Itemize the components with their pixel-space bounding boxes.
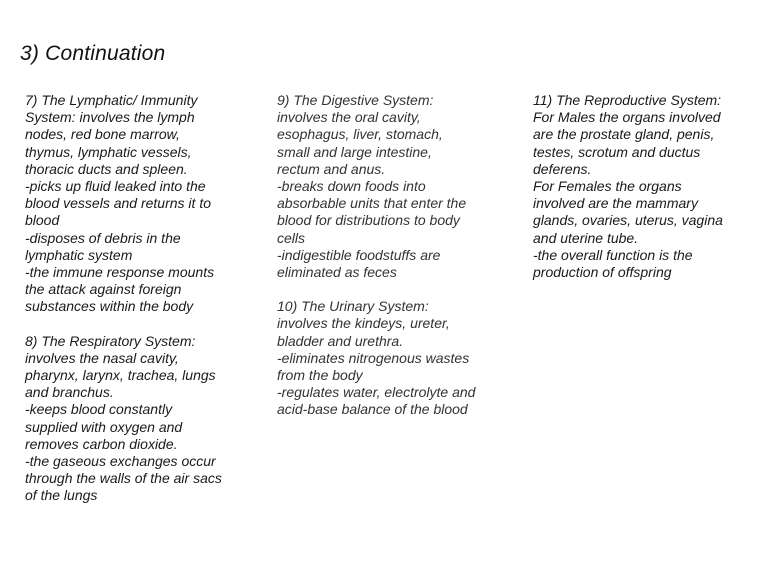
text-line: involves the oral cavity, [277,109,421,126]
text-line: For Males the organs involved [533,109,721,126]
text-line: rectum and anus. [277,160,386,177]
paragraph-spacer [25,316,260,333]
text-line: blood [25,212,60,229]
column-left [25,92,260,505]
text-line: nodes, red bone marrow, [25,126,180,143]
text-line: bladder and urethra. [277,332,404,349]
text-line: are the prostate gland, penis, [533,126,715,143]
text-line: acid-base balance of the blood [277,401,468,418]
respiratory-system-paragraph [25,333,260,505]
text-line: -the gaseous exchanges occur [25,453,216,470]
text-line: -picks up fluid leaked into the [25,178,206,195]
text-line: involves the kindeys, ureter, [277,315,450,332]
text-line: -the immune response mounts [25,264,215,281]
text-line: involved are the mammary [533,195,698,212]
text-line: and branchus. [25,384,114,401]
text-line: through the walls of the air sacs [25,470,222,487]
text-line: absorbable units that enter the [277,195,467,212]
text-line: pharynx, larynx, trachea, lungs [25,367,216,384]
text-line: lymphatic system [25,246,133,263]
text-line: 10) The Urinary System: [277,298,429,315]
text-line: -indigestible foodstuffs are [277,246,441,263]
text-line: and uterine tube. [533,229,639,246]
text-line: 11) The Reproductive System: [533,92,722,108]
text-line: blood vessels and returns it to [25,195,211,212]
text-line: thoracic ducts and spleen. [25,160,188,177]
text-line: -eliminates nitrogenous wastes [277,349,470,366]
text-line: removes carbon dioxide. [25,435,178,452]
text-line: from the body [277,367,363,384]
text-line: -breaks down foods into [277,178,426,195]
text-line: deferens. [533,160,592,177]
text-line: -regulates water, electrolyte and [277,384,476,401]
reproductive-system-paragraph [533,92,758,281]
text-line: testes, scrotum and ductus [533,143,701,160]
text-line: -the overall function is the [533,246,693,263]
text-line: involves the nasal cavity, [25,349,179,366]
text-line: For Females the organs [533,178,682,195]
column-right [533,92,758,281]
urinary-system-paragraph [277,298,512,418]
text-line: the attack against foreign [25,281,182,298]
text-line: of the lungs [25,487,98,504]
text-line: -disposes of debris in the [25,229,181,246]
text-line: 8) The Respiratory System: [25,332,196,349]
text-line: -keeps blood constantly [25,401,173,418]
text-line: blood for distributions to body [277,212,460,229]
text-line: cells [277,229,306,246]
text-line: small and large intestine, [277,143,432,160]
text-line: esophagus, liver, stomach, [277,126,443,143]
text-line: 7) The Lymphatic/ Immunity [25,92,198,108]
paragraph-spacer [277,281,512,298]
text-line: supplied with oxygen and [25,418,183,435]
column-middle [277,92,512,419]
text-line: glands, ovaries, uterus, vagina [533,212,723,229]
text-line: substances within the body [25,298,194,315]
text-line: 9) The Digestive System: [277,92,434,108]
text-line: System: involves the lymph [25,109,195,126]
text-line: thymus, lymphatic vessels, [25,143,192,160]
digestive-system-paragraph [277,92,512,281]
text-line: eliminated as feces [277,264,397,281]
text-line: production of offspring [533,264,672,281]
slide-title: 3) Continuation [20,42,166,66]
lymphatic-system-paragraph [25,92,260,316]
